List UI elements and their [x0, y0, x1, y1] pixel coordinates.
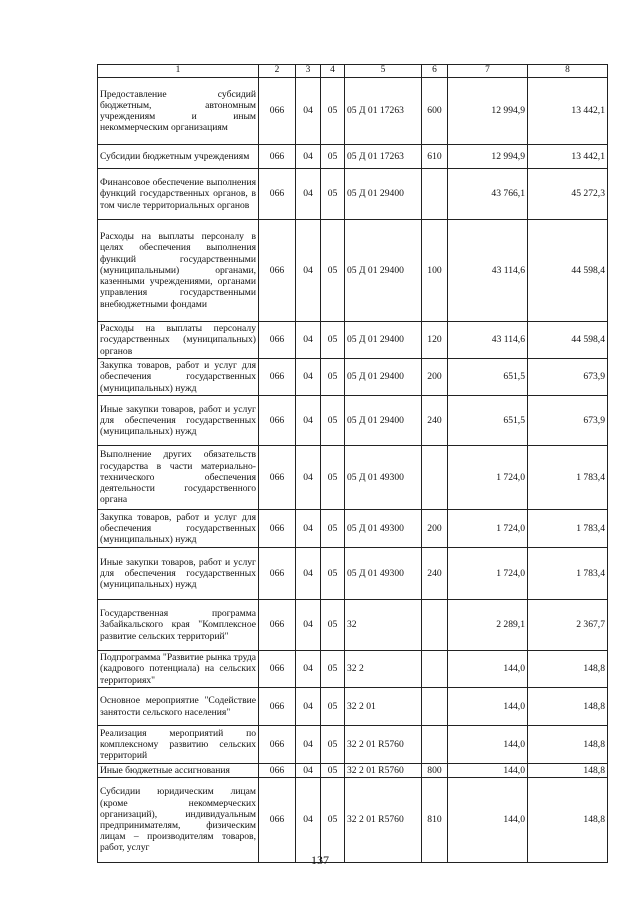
row-sum-2: 45 272,3 — [528, 169, 608, 220]
table-row — [98, 726, 608, 764]
row-vr — [422, 726, 448, 764]
table-row — [98, 778, 608, 863]
table-row — [98, 169, 608, 220]
row-sum-1: 144,0 — [448, 651, 528, 688]
row-sum-1: 144,0 — [448, 688, 528, 726]
row-ved: 066 — [259, 145, 296, 169]
row-name: Закупка товаров, работ и услуг для обеспечения государственных (муниципальных) нужд — [98, 510, 259, 548]
table-header-row — [98, 65, 608, 78]
header-col-2: 2 — [259, 65, 296, 78]
row-ved: 066 — [259, 78, 296, 145]
row-rz: 04 — [296, 548, 321, 600]
table-row — [98, 220, 608, 322]
row-csr: 05 Д 01 49300 — [345, 510, 422, 548]
row-rz: 04 — [296, 688, 321, 726]
row-ved: 066 — [259, 396, 296, 446]
table-row — [98, 764, 608, 778]
row-name: Подпрограмма "Развитие рынка труда (кадрового потенциала) на сельских территориях" — [98, 651, 259, 688]
table-row — [98, 145, 608, 169]
row-sum-2: 673,9 — [528, 359, 608, 396]
header-col-7: 7 — [448, 65, 528, 78]
row-csr: 32 2 — [345, 651, 422, 688]
row-name: Выполнение других обязательств государства в части материально-технического обеспечения деятельности государственного органа — [98, 446, 259, 510]
row-sum-2: 148,8 — [528, 688, 608, 726]
row-rz: 04 — [296, 169, 321, 220]
row-name: Предоставление субсидий бюджетным, автономным учреждениям и иным некоммерческим организациям — [98, 78, 259, 145]
row-sum-1: 1 724,0 — [448, 548, 528, 600]
row-ved: 066 — [259, 220, 296, 322]
row-rz: 04 — [296, 322, 321, 359]
table-row — [98, 651, 608, 688]
row-sum-1: 43 114,6 — [448, 322, 528, 359]
row-ved: 066 — [259, 726, 296, 764]
row-sum-2: 148,8 — [528, 726, 608, 764]
row-pr: 05 — [321, 651, 345, 688]
row-ved: 066 — [259, 600, 296, 651]
row-name: Реализация мероприятий по комплексному развитию сельских территорий — [98, 726, 259, 764]
row-sum-1: 1 724,0 — [448, 510, 528, 548]
header-col-5: 5 — [345, 65, 422, 78]
row-name: Расходы на выплаты персоналу в целях обеспечения выполнения функций государственными (муниципальными) органами, казенными учреждениями, органами управления государственными внебюджетными фондами — [98, 220, 259, 322]
row-ved: 066 — [259, 510, 296, 548]
row-csr: 05 Д 01 49300 — [345, 548, 422, 600]
row-rz: 04 — [296, 220, 321, 322]
row-vr: 200 — [422, 510, 448, 548]
page-number: 137 — [311, 853, 329, 867]
row-pr: 05 — [321, 726, 345, 764]
table-row — [98, 548, 608, 600]
row-pr: 05 — [321, 322, 345, 359]
row-vr: 240 — [422, 396, 448, 446]
row-vr — [422, 688, 448, 726]
row-name: Финансовое обеспечение выполнения функций государственных органов, в том числе территориальных органов — [98, 169, 259, 220]
row-sum-2: 148,8 — [528, 651, 608, 688]
row-csr: 05 Д 01 29400 — [345, 359, 422, 396]
row-vr — [422, 651, 448, 688]
row-sum-1: 144,0 — [448, 778, 528, 863]
row-vr — [422, 446, 448, 510]
row-name: Субсидии юридическим лицам (кроме некоммерческих организаций), индивидуальным предпринимателям, физическим лицам – производителям товаров, работ, услуг — [98, 778, 259, 863]
row-ved: 066 — [259, 359, 296, 396]
row-sum-1: 12 994,9 — [448, 145, 528, 169]
row-sum-2: 13 442,1 — [528, 78, 608, 145]
row-pr: 05 — [321, 764, 345, 778]
row-name: Субсидии бюджетным учреждениям — [98, 145, 259, 169]
table-row — [98, 396, 608, 446]
row-rz: 04 — [296, 145, 321, 169]
row-rz: 04 — [296, 764, 321, 778]
row-pr: 05 — [321, 396, 345, 446]
row-ved: 066 — [259, 778, 296, 863]
row-csr: 05 Д 01 17263 — [345, 78, 422, 145]
row-sum-1: 144,0 — [448, 726, 528, 764]
row-csr: 05 Д 01 17263 — [345, 145, 422, 169]
row-vr: 240 — [422, 548, 448, 600]
row-sum-2: 2 367,7 — [528, 600, 608, 651]
table-row — [98, 446, 608, 510]
row-sum-2: 1 783,4 — [528, 548, 608, 600]
row-vr: 810 — [422, 778, 448, 863]
header-col-6: 6 — [422, 65, 448, 78]
row-sum-2: 148,8 — [528, 778, 608, 863]
row-pr: 05 — [321, 688, 345, 726]
row-pr: 05 — [321, 446, 345, 510]
row-csr: 05 Д 01 49300 — [345, 446, 422, 510]
row-pr: 05 — [321, 600, 345, 651]
row-sum-1: 144,0 — [448, 764, 528, 778]
row-sum-1: 1 724,0 — [448, 446, 528, 510]
row-vr: 120 — [422, 322, 448, 359]
row-vr: 600 — [422, 78, 448, 145]
row-csr: 05 Д 01 29400 — [345, 396, 422, 446]
row-vr: 610 — [422, 145, 448, 169]
row-csr: 32 2 01 — [345, 688, 422, 726]
row-pr: 05 — [321, 169, 345, 220]
row-csr: 05 Д 01 29400 — [345, 169, 422, 220]
row-csr: 32 2 01 R5760 — [345, 764, 422, 778]
row-ved: 066 — [259, 322, 296, 359]
row-pr: 05 — [321, 510, 345, 548]
row-ved: 066 — [259, 688, 296, 726]
row-sum-1: 2 289,1 — [448, 600, 528, 651]
row-name: Закупка товаров, работ и услуг для обеспечения государственных (муниципальных) нужд — [98, 359, 259, 396]
table-row — [98, 359, 608, 396]
row-pr: 05 — [321, 778, 345, 863]
row-sum-1: 43 114,6 — [448, 220, 528, 322]
row-vr: 100 — [422, 220, 448, 322]
row-csr: 32 2 01 R5760 — [345, 778, 422, 863]
row-pr: 05 — [321, 78, 345, 145]
header-col-8: 8 — [528, 65, 608, 78]
table-row — [98, 688, 608, 726]
row-sum-1: 651,5 — [448, 359, 528, 396]
row-rz: 04 — [296, 510, 321, 548]
row-ved: 066 — [259, 169, 296, 220]
row-csr: 32 — [345, 600, 422, 651]
row-sum-2: 1 783,4 — [528, 510, 608, 548]
header-col-1: 1 — [98, 65, 259, 78]
table-row — [98, 322, 608, 359]
row-sum-2: 44 598,4 — [528, 322, 608, 359]
row-sum-2: 13 442,1 — [528, 145, 608, 169]
row-csr: 05 Д 01 29400 — [345, 322, 422, 359]
row-ved: 066 — [259, 764, 296, 778]
table-row — [98, 600, 608, 651]
row-sum-2: 673,9 — [528, 396, 608, 446]
header-col-4: 4 — [321, 65, 345, 78]
row-sum-1: 43 766,1 — [448, 169, 528, 220]
row-vr — [422, 169, 448, 220]
row-rz: 04 — [296, 78, 321, 145]
row-rz: 04 — [296, 726, 321, 764]
row-vr: 200 — [422, 359, 448, 396]
row-sum-2: 148,8 — [528, 764, 608, 778]
row-pr: 05 — [321, 145, 345, 169]
row-ved: 066 — [259, 446, 296, 510]
row-name: Основное мероприятие "Содействие занятости сельского населения" — [98, 688, 259, 726]
row-ved: 066 — [259, 548, 296, 600]
row-pr: 05 — [321, 359, 345, 396]
row-pr: 05 — [321, 220, 345, 322]
row-name: Иные закупки товаров, работ и услуг для обеспечения государственных (муниципальных) нужд — [98, 396, 259, 446]
header-col-3: 3 — [296, 65, 321, 78]
row-csr: 05 Д 01 29400 — [345, 220, 422, 322]
row-rz: 04 — [296, 651, 321, 688]
table-row — [98, 510, 608, 548]
row-rz: 04 — [296, 600, 321, 651]
row-name: Расходы на выплаты персоналу государственных (муниципальных) органов — [98, 322, 259, 359]
row-rz: 04 — [296, 778, 321, 863]
row-rz: 04 — [296, 446, 321, 510]
row-name: Иные закупки товаров, работ и услуг для обеспечения государственных (муниципальных) нужд — [98, 548, 259, 600]
row-vr: 800 — [422, 764, 448, 778]
row-sum-2: 44 598,4 — [528, 220, 608, 322]
row-pr: 05 — [321, 548, 345, 600]
row-rz: 04 — [296, 359, 321, 396]
row-sum-1: 651,5 — [448, 396, 528, 446]
budget-table — [97, 64, 608, 863]
row-vr — [422, 600, 448, 651]
row-sum-1: 12 994,9 — [448, 78, 528, 145]
row-sum-2: 1 783,4 — [528, 446, 608, 510]
row-csr: 32 2 01 R5760 — [345, 726, 422, 764]
table-row — [98, 78, 608, 145]
row-rz: 04 — [296, 396, 321, 446]
row-name: Государственная программа Забайкальского края "Комплексное развитие сельских территорий" — [98, 600, 259, 651]
row-name: Иные бюджетные ассигнования — [98, 764, 259, 778]
row-ved: 066 — [259, 651, 296, 688]
